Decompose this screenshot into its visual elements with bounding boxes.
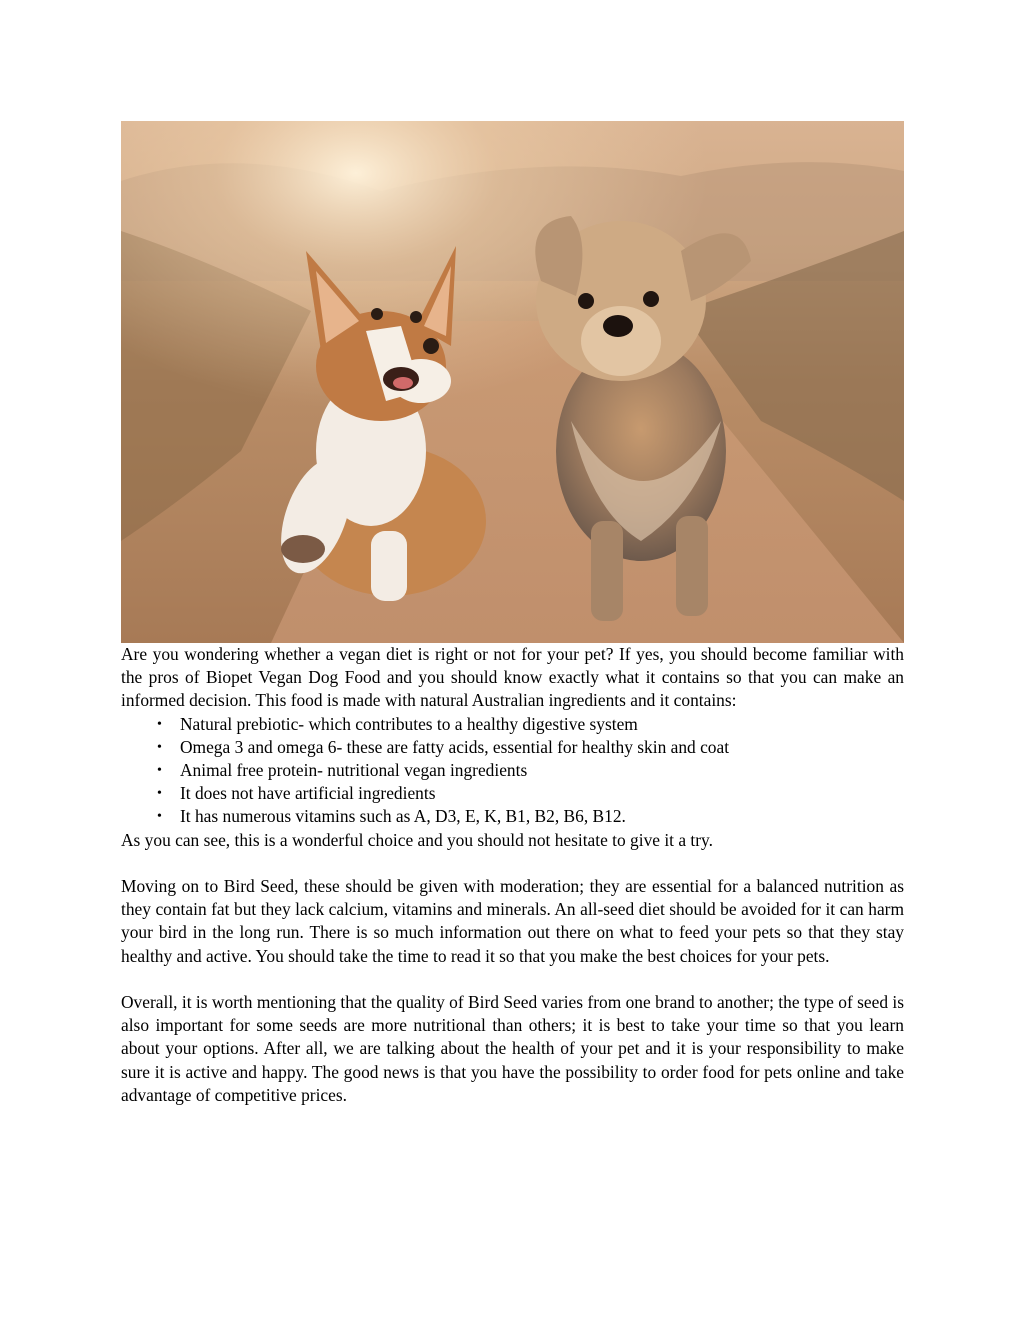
photo-two-dogs-icon [121, 121, 904, 643]
list-item: • Natural prebiotic- which contributes to a healthy digestive system [121, 713, 904, 736]
bullet-icon: • [157, 716, 162, 732]
bird-seed-paragraph: Moving on to Bird Seed, these should be given with moderation; they are essential for a balanced nutrition as they contain fat but they lack calcium, vitamins and minerals. An all-seed diet should be avoided for it can harm your bird in the long run. There is so much information out there on what to feed your pets so that they stay healthy and active. You should take the time to read it so that you make the best choices for your pets. [121, 876, 904, 966]
list-item: • Animal free protein- nutritional vegan ingredients [121, 759, 904, 782]
list-item: • It has numerous vitamins such as A, D3, E, K, B1, B2, B6, B12. [121, 805, 904, 828]
ingredients-list [121, 713, 904, 829]
bullet-icon: • [157, 763, 162, 779]
list-item: • Omega 3 and omega 6- these are fatty acids, essential for healthy skin and coat [121, 736, 904, 759]
intro-paragraph: Are you wondering whether a vegan diet is right or not for your pet? If yes, you should become familiar with the pros of Biopet Vegan Dog Food and you should know exactly what it contains so that you can make an informed decision. This food is made with natural Australian ingredients and it contains: [121, 644, 904, 711]
document-page [121, 121, 904, 1107]
list-item: • It does not have artificial ingredients [121, 782, 904, 805]
article-body [121, 643, 904, 1107]
paragraph-spacer [121, 852, 904, 875]
bullet-icon: • [157, 739, 162, 755]
bullet-icon: • [157, 809, 162, 825]
paragraph-spacer [121, 968, 904, 991]
intro-closing: As you can see, this is a wonderful choice and you should not hesitate to give it a try. [121, 829, 713, 850]
overall-paragraph: Overall, it is worth mentioning that the quality of Bird Seed varies from one brand to another; the type of seed is also important for some seeds are more nutritional than others; it is best to take your time so that you learn about your options. After all, we are talking about the health of your pet and it is your responsibility to make sure it is active and happy. The good news is that you have the possibility to order food for pets online and take advantage of competitive prices. [121, 992, 904, 1105]
dogs-photo [121, 121, 904, 643]
bullet-icon: • [157, 786, 162, 802]
